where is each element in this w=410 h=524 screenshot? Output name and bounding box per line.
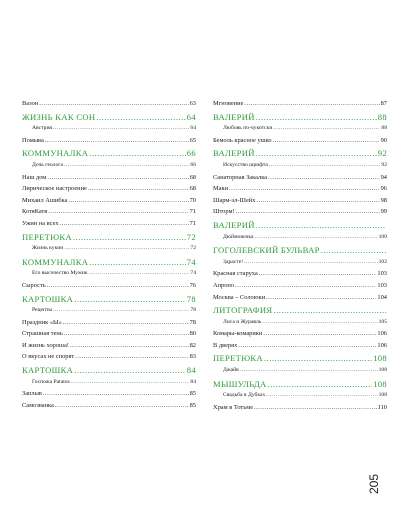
toc-section-heading bbox=[22, 294, 196, 308]
toc-entry bbox=[22, 137, 196, 149]
toc-entry-page: 78 bbox=[189, 318, 196, 326]
toc-entry-page: 82 bbox=[189, 341, 196, 349]
toc-entry-title: Жизнь кукии bbox=[32, 245, 64, 252]
toc-entry-title: Дочь геолога bbox=[32, 161, 64, 168]
toc-entry-title: ВАЛЕРИЙ bbox=[213, 219, 255, 230]
toc-entry bbox=[22, 100, 196, 112]
toc-section-heading bbox=[22, 148, 196, 162]
toc-entry bbox=[213, 282, 387, 294]
toc-entry-title: Храм в Тотьме bbox=[213, 403, 254, 411]
toc-entry-title: Красная старуха bbox=[213, 270, 258, 278]
toc-entry bbox=[213, 208, 387, 220]
toc-entry-title: ПЕРЕТЮКА bbox=[213, 353, 263, 364]
toc-entry-page: 74 bbox=[186, 256, 196, 267]
toc-entry-page: 68 bbox=[189, 173, 196, 181]
toc-entry bbox=[22, 270, 196, 282]
toc-leader-dots bbox=[266, 294, 376, 301]
toc-entry-page: 103 bbox=[377, 270, 387, 278]
toc-entry bbox=[213, 294, 387, 306]
toc-entry-title: И жизнь хороша! bbox=[22, 341, 69, 349]
toc-entry-title: Москва – Солоюки bbox=[213, 293, 266, 301]
toc-entry-page: 105 bbox=[378, 318, 387, 325]
toc-entry-page: 108 bbox=[373, 378, 387, 389]
toc-leader-dots bbox=[89, 257, 186, 267]
toc-leader-dots bbox=[262, 319, 377, 325]
toc-entry-title: КОММУНАЛКА bbox=[22, 148, 89, 159]
toc-entry-page: 100 bbox=[378, 233, 387, 240]
toc-leader-dots bbox=[63, 319, 189, 326]
toc-leader-dots bbox=[235, 282, 376, 289]
toc-entry-title: Бемоль красное ушко bbox=[213, 136, 272, 144]
toc-section-heading bbox=[213, 305, 387, 319]
toc-leader-dots bbox=[256, 148, 377, 158]
toc-leader-dots bbox=[75, 353, 188, 360]
toc-entry-page: 84 bbox=[190, 378, 196, 385]
toc-entry-page: 88 bbox=[381, 125, 387, 132]
toc-entry-page: 85 bbox=[189, 401, 196, 409]
toc-leader-dots bbox=[256, 112, 377, 122]
toc-column-left bbox=[22, 100, 196, 413]
toc-entry bbox=[22, 125, 196, 137]
toc-entry bbox=[213, 185, 387, 197]
toc-leader-dots bbox=[45, 137, 189, 144]
toc-entry bbox=[213, 270, 387, 282]
toc-entry-title: КОММУНАЛКА bbox=[22, 256, 89, 267]
toc-entry-title: Маки bbox=[213, 185, 229, 193]
toc-column-right bbox=[213, 100, 387, 415]
toc-entry-title: Дюймовочка bbox=[223, 233, 254, 240]
toc-entry bbox=[22, 197, 196, 209]
toc-entry bbox=[213, 342, 387, 354]
toc-leader-dots bbox=[60, 220, 189, 227]
toc-leader-dots bbox=[71, 379, 190, 385]
toc-entry-page: 92 bbox=[381, 161, 387, 168]
toc-entry-title: Самозванка bbox=[22, 401, 54, 409]
toc-entry-page: 96 bbox=[380, 185, 387, 193]
toc-entry-title: КАРТОШКА bbox=[22, 293, 74, 304]
toc-entry-page: 80 bbox=[189, 330, 196, 338]
toc-entry bbox=[22, 402, 196, 414]
toc-leader-dots bbox=[273, 125, 380, 131]
toc-entry-title: КАРТОШКА bbox=[22, 365, 74, 376]
toc-entry bbox=[213, 392, 387, 404]
toc-entry-page: 85 bbox=[189, 390, 196, 398]
toc-entry bbox=[22, 342, 196, 354]
toc-entry-title: Шторм! bbox=[213, 208, 235, 216]
toc-entry bbox=[213, 174, 387, 186]
toc-entry bbox=[22, 185, 196, 197]
toc-entry-title: ВАЛЕРИЙ bbox=[213, 148, 255, 159]
toc-entry-page: 68 bbox=[189, 185, 196, 193]
toc-entry-title: Праздник «Ы» bbox=[22, 318, 62, 326]
toc-leader-dots bbox=[64, 162, 189, 168]
toc-leader-dots bbox=[39, 100, 188, 107]
toc-entry-title: ЛИТОГРАФИЯ bbox=[213, 305, 273, 316]
toc-entry-page: 70 bbox=[189, 196, 196, 204]
toc-entry-title: Санаторная Закалка bbox=[213, 173, 268, 181]
toc-leader-dots bbox=[236, 208, 380, 215]
toc-entry-title: Любовь по-чукотски bbox=[223, 125, 273, 132]
toc-entry-page: 71 bbox=[189, 208, 196, 216]
toc-entry-title: Заплыв bbox=[22, 390, 42, 398]
toc-entry bbox=[213, 259, 387, 271]
toc-leader-dots bbox=[256, 197, 379, 204]
toc-entry bbox=[22, 162, 196, 174]
toc-leader-dots bbox=[268, 379, 373, 389]
toc-entry-title: Сырость bbox=[22, 281, 46, 289]
toc-leader-dots bbox=[88, 185, 189, 192]
toc-entry-title: Здрасте! bbox=[223, 258, 244, 265]
toc-leader-dots bbox=[68, 197, 188, 204]
toc-entry-title: Шарм-эл-Шейх bbox=[213, 196, 256, 204]
toc-entry bbox=[213, 100, 387, 112]
toc-entry-page: 64 bbox=[190, 125, 196, 132]
toc-entry-page: 102 bbox=[378, 258, 387, 265]
toc-entry-title: ЖИЗНЬ КАК СОН bbox=[22, 111, 96, 122]
toc-entry bbox=[22, 379, 196, 391]
toc-entry bbox=[22, 319, 196, 331]
toc-entry-page: 72 bbox=[186, 231, 196, 242]
toc-section-heading bbox=[213, 379, 387, 393]
toc-entry-title: Михаил Ашибка bbox=[22, 196, 68, 204]
toc-entry-title: ВАЛЕРИЙ bbox=[213, 111, 255, 122]
toc-entry-title: Комары-комарики bbox=[213, 330, 263, 338]
toc-section-heading bbox=[22, 365, 196, 379]
toc-leader-dots bbox=[268, 174, 380, 181]
toc-leader-dots bbox=[47, 174, 188, 181]
toc-section-heading bbox=[22, 112, 196, 126]
toc-entry-title: Лиса и Журавль bbox=[223, 318, 262, 325]
toc-entry-page: 83 bbox=[189, 353, 196, 361]
toc-leader-dots bbox=[96, 112, 185, 122]
toc-entry-title: Наш дом bbox=[22, 173, 47, 181]
toc-entry-page: 98 bbox=[380, 196, 387, 204]
toc-entry-title: Его высочество Мужик bbox=[32, 270, 88, 277]
toc-entry bbox=[213, 197, 387, 209]
toc-entry-page: 108 bbox=[378, 392, 387, 399]
toc-leader-dots bbox=[256, 220, 386, 230]
toc-leader-dots bbox=[53, 125, 189, 131]
toc-entry-title: Свадьба в Дубках bbox=[223, 392, 266, 399]
toc-leader-dots bbox=[321, 245, 386, 255]
toc-entry-page: 66 bbox=[190, 161, 196, 168]
toc-entry-title: ГОГОЛЕВСКИЙ БУЛЬВАР bbox=[213, 245, 320, 256]
toc-leader-dots bbox=[254, 404, 377, 411]
toc-leader-dots bbox=[238, 342, 376, 349]
toc-leader-dots bbox=[89, 270, 190, 276]
toc-entry-title: Апропо bbox=[213, 281, 235, 289]
toc-entry-page: 104 bbox=[377, 293, 387, 301]
toc-entry-title: ПЕРЕТЮКА bbox=[22, 231, 72, 242]
page-number: 205 bbox=[367, 473, 381, 495]
toc-entry-title: Искусство шрифта bbox=[223, 161, 268, 168]
toc-entry-page: 72 bbox=[190, 245, 196, 252]
toc-leader-dots bbox=[273, 137, 380, 144]
toc-entry-page: 78 bbox=[186, 293, 196, 304]
toc-leader-dots bbox=[70, 342, 189, 349]
toc-entry-title: Рецепты bbox=[32, 307, 53, 314]
toc-entry bbox=[22, 174, 196, 186]
toc-entry-page: 74 bbox=[190, 270, 196, 277]
toc-leader-dots bbox=[55, 402, 189, 409]
toc-section-heading bbox=[213, 220, 387, 234]
toc-entry-page: 64 bbox=[186, 111, 196, 122]
toc-leader-dots bbox=[263, 330, 376, 337]
toc-leader-dots bbox=[266, 392, 377, 398]
toc-entry-page: 108 bbox=[378, 367, 387, 374]
toc-entry bbox=[213, 367, 387, 379]
toc-entry bbox=[213, 234, 387, 246]
toc-entry-page: 90 bbox=[380, 136, 387, 144]
toc-leader-dots bbox=[255, 234, 378, 240]
toc-entry bbox=[213, 125, 387, 137]
toc-leader-dots bbox=[240, 367, 378, 373]
toc-section-heading bbox=[213, 245, 387, 259]
toc-entry-title: МЫШУЛЬДА bbox=[213, 378, 267, 389]
toc-entry-page: 84 bbox=[186, 365, 196, 376]
toc-leader-dots bbox=[244, 100, 379, 107]
toc-entry-page: 108 bbox=[373, 353, 387, 364]
toc-entry bbox=[213, 319, 387, 331]
toc-section-heading bbox=[213, 353, 387, 367]
toc-leader-dots bbox=[229, 185, 380, 192]
toc-entry bbox=[213, 162, 387, 174]
toc-entry-page: 94 bbox=[380, 173, 387, 181]
toc-leader-dots bbox=[89, 148, 186, 158]
toc-entry bbox=[22, 390, 196, 402]
toc-entry-title: О вкусах не спорят bbox=[22, 353, 75, 361]
toc-entry-title: Джайв bbox=[223, 367, 239, 374]
toc-leader-dots bbox=[74, 365, 186, 375]
toc-entry bbox=[213, 330, 387, 342]
toc-section-heading bbox=[22, 232, 196, 246]
toc-entry-page: 92 bbox=[377, 148, 387, 159]
toc-leader-dots bbox=[259, 270, 377, 277]
toc-entry-title: Вазон bbox=[22, 100, 39, 107]
toc-entry bbox=[22, 307, 196, 319]
toc-entry-title: Мгновение bbox=[213, 100, 244, 107]
toc-entry-page: 106 bbox=[377, 330, 387, 338]
toc-leader-dots bbox=[244, 259, 378, 265]
toc-entry-page: 65 bbox=[189, 136, 196, 144]
toc-entry bbox=[213, 404, 387, 416]
toc-entry bbox=[22, 282, 196, 294]
toc-section-heading bbox=[213, 112, 387, 126]
toc-entry-page: 110 bbox=[377, 403, 387, 411]
toc-leader-dots bbox=[264, 353, 372, 363]
toc-leader-dots bbox=[64, 330, 189, 337]
toc-section-heading bbox=[22, 257, 196, 271]
toc-entry-title: Австрия bbox=[32, 125, 53, 132]
toc-leader-dots bbox=[73, 232, 186, 242]
toc-leader-dots bbox=[74, 294, 186, 304]
toc-leader-dots bbox=[47, 282, 189, 289]
toc-entry-title: Госпожа Patatos bbox=[32, 378, 70, 385]
toc-entry bbox=[22, 245, 196, 257]
toc-entry-page: 88 bbox=[377, 111, 387, 122]
toc-entry-page: 78 bbox=[190, 307, 196, 314]
toc-section-heading bbox=[213, 148, 387, 162]
toc-entry-page: 66 bbox=[186, 148, 196, 159]
toc-entry-title: КотяКатя bbox=[22, 208, 48, 216]
toc-entry-title: Лирическое настроение bbox=[22, 185, 87, 193]
toc-entry bbox=[22, 220, 196, 232]
toc-entry-title: Страшная тень bbox=[22, 330, 63, 338]
toc-entry-page: 71 bbox=[189, 219, 196, 227]
toc-entry-title: Ужин на всех bbox=[22, 219, 59, 227]
toc-entry-page: 63 bbox=[189, 100, 196, 107]
toc-entry bbox=[22, 330, 196, 342]
toc-entry bbox=[22, 208, 196, 220]
toc-leader-dots bbox=[48, 208, 188, 215]
toc-entry-title: В дверях bbox=[213, 341, 238, 349]
toc-entry-page: 76 bbox=[189, 281, 196, 289]
toc-entry bbox=[22, 353, 196, 365]
toc-entry-page: 106 bbox=[377, 341, 387, 349]
toc-leader-dots bbox=[43, 390, 189, 397]
toc-entry bbox=[213, 137, 387, 149]
toc-entry-page: 103 bbox=[377, 281, 387, 289]
toc-entry-title: Помыва bbox=[22, 136, 44, 144]
toc-leader-dots bbox=[269, 162, 381, 168]
toc-leader-dots bbox=[64, 245, 189, 251]
toc-entry-page: 99 bbox=[380, 208, 387, 216]
toc-leader-dots bbox=[53, 307, 189, 313]
toc-leader-dots bbox=[273, 305, 386, 315]
toc-entry-page: 87 bbox=[380, 100, 387, 107]
